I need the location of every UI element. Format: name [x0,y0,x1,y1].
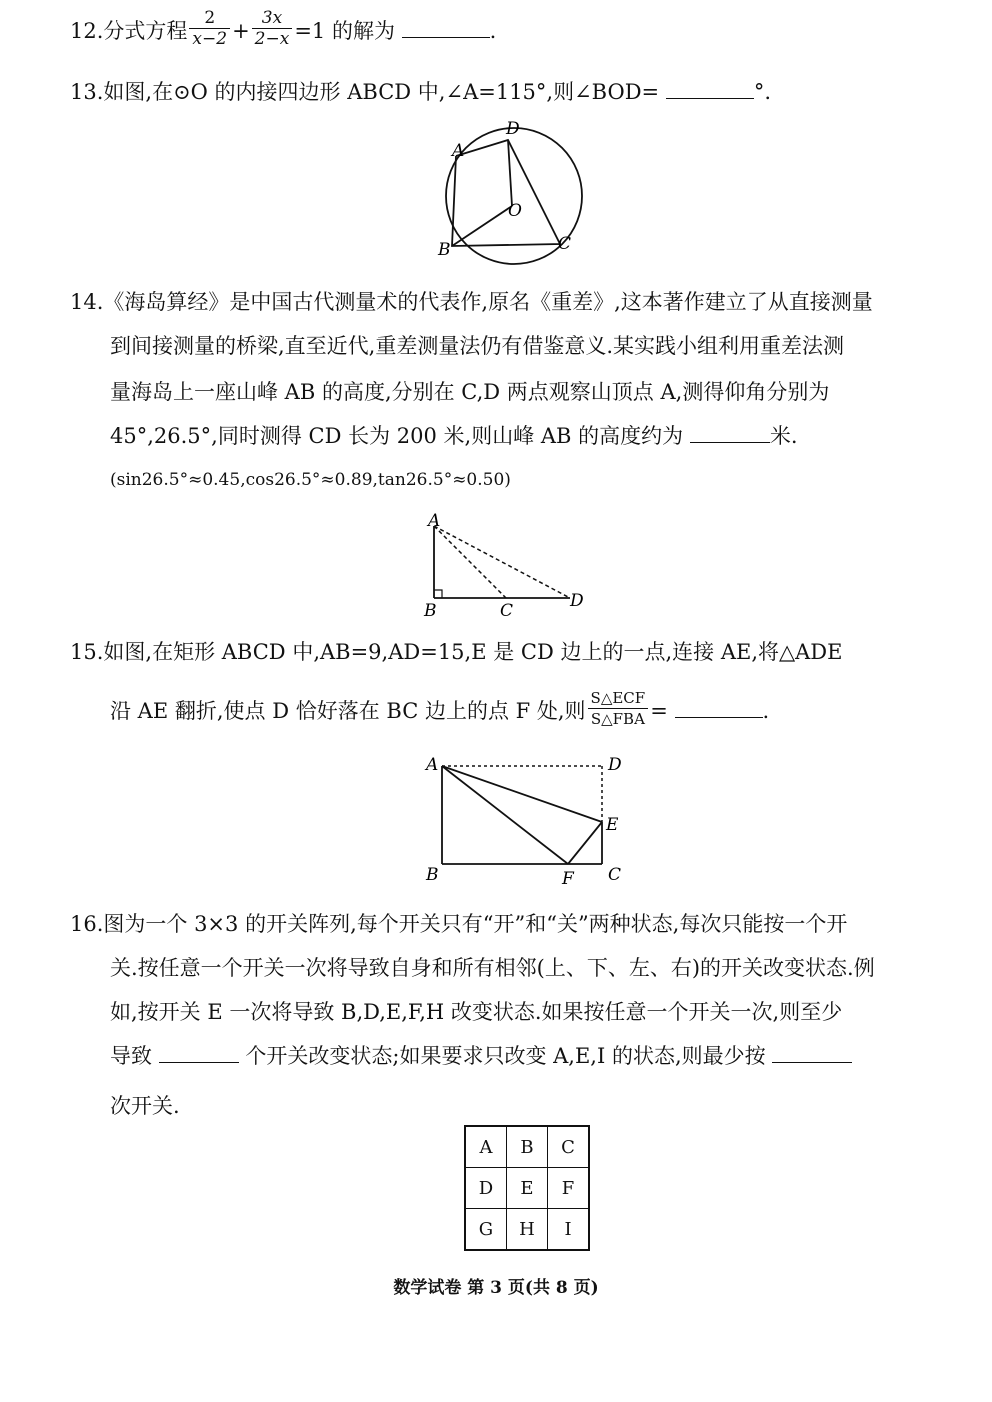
label-d: D [570,591,584,611]
switch-cell: C [548,1126,590,1168]
q12-fraction-1: $\frac{2}{x-2}$ [189,8,230,49]
q13-circle-figure [430,118,600,276]
q14-line-2: 到间接测量的桥梁,直至近代,重差测量法仍有借鉴意义.某实践小组利用重差法测 [110,334,845,358]
label-o: O [508,201,522,221]
grid-row [465,1168,589,1209]
grid-row [465,1209,589,1251]
segment-od [508,140,512,206]
switch-cell: E [507,1168,548,1209]
q16-answer-blank-1 [159,1046,239,1063]
label-b: B [424,601,437,620]
q13-line: 13.如图,在⊙O 的内接四边形 ABCD 中,∠A=115°,则∠BOD= °. [70,80,772,104]
segment-fe [568,822,602,864]
q16-line-5: 次开关. [110,1094,180,1118]
segment-ae [442,766,602,822]
label-a: A [452,141,465,161]
label-a: A [428,511,441,531]
q16-answer-blank-2 [772,1046,852,1063]
q14-line-1: 14.《海岛算经》是中国古代测量术的代表作,原名《重差》,这本著作建立了从直接测量 [70,290,873,314]
switch-cell: I [548,1209,590,1251]
label-d: D [608,755,622,775]
q16-line-4: 导致 个开关改变状态;如果要求只改变 A,E,I 的状态,则最少按 [110,1040,852,1070]
segment-ob [452,206,512,246]
q14-hint: (sin26.5°≈0.45,cos26.5°≈0.89,tan26.5°≈0.50) [110,470,511,490]
q16-line-3: 如,按开关 E 一次将导致 B,D,E,F,H 改变状态.如果按任意一个开关一次,则至少 [110,1000,843,1024]
q15-area-ratio: $\frac{\text{S△ECF}}{\text{S△FBA}}$ [588,688,649,729]
q12-fraction-2: $\frac{3x}{2-x}$ [252,8,293,49]
q16-line-2: 关.按任意一个开关一次将导致自身和所有相邻(上、下、左、右)的开关改变状态.例 [110,956,875,980]
switch-cell: G [465,1209,507,1251]
q12-line: 12.分式方程 $\frac{2}{x-2}$ + $\frac{3x}{2-x}$ =1 的解为 . [70,8,497,49]
q14-mountain-figure [418,510,598,620]
q12-suffix: =1 的解为 [294,19,395,43]
switch-cell: H [507,1209,548,1251]
q13-answer-blank [666,82,754,99]
label-c: C [608,865,622,885]
switch-cell: F [548,1168,590,1209]
q16-line-1: 16.图为一个 3×3 的开关阵列,每个开关只有“开”和“关”两种状态,每次只能按一个开 [70,912,848,936]
label-f: F [562,869,574,889]
switch-grid [464,1125,590,1251]
label-b: B [426,865,439,885]
q12-prefix: 12.分式方程 [70,19,188,43]
sightline-ac [434,526,506,598]
label-c: C [500,601,514,620]
q14-line-4: 45°,26.5°,同时测得 CD 长为 200 米,则山峰 AB 的高度约为 米. [110,424,798,448]
quadrilateral-abcd [452,140,560,246]
grid-row [465,1126,589,1168]
switch-cell: D [465,1168,507,1209]
label-b: B [438,240,451,260]
page-footer: 数学试卷 第 3 页(共 8 页) [393,1278,599,1298]
switch-cell: A [465,1126,507,1168]
right-angle-mark [434,590,442,598]
q15-line-1: 15.如图,在矩形 ABCD 中,AB=9,AD=15,E 是 CD 边上的一点,连接 AE,将△ADE [70,640,843,664]
label-c: C [558,234,572,254]
label-e: E [606,815,619,835]
segment-af [442,766,568,864]
label-d: D [506,119,520,139]
q13-text: 13.如图,在⊙O 的内接四边形 ABCD 中,∠A=115°,则∠BOD= [70,80,660,104]
q15-line-2: 沿 AE 翻折,使点 D 恰好落在 BC 边上的点 F 处,则 $\frac{\text{S△ECF}}{\text{S△FBA}}$ = . [110,689,770,728]
q15-rectangle-figure [418,750,628,890]
q14-answer-blank [690,426,770,443]
switch-cell: B [507,1126,548,1168]
q15-answer-blank [675,701,763,718]
sightline-ad [434,526,570,598]
q12-answer-blank [402,21,490,38]
label-a: A [426,755,439,775]
q14-line-3: 量海岛上一座山峰 AB 的高度,分别在 C,D 两点观察山顶点 A,测得仰角分别为 [110,380,830,404]
